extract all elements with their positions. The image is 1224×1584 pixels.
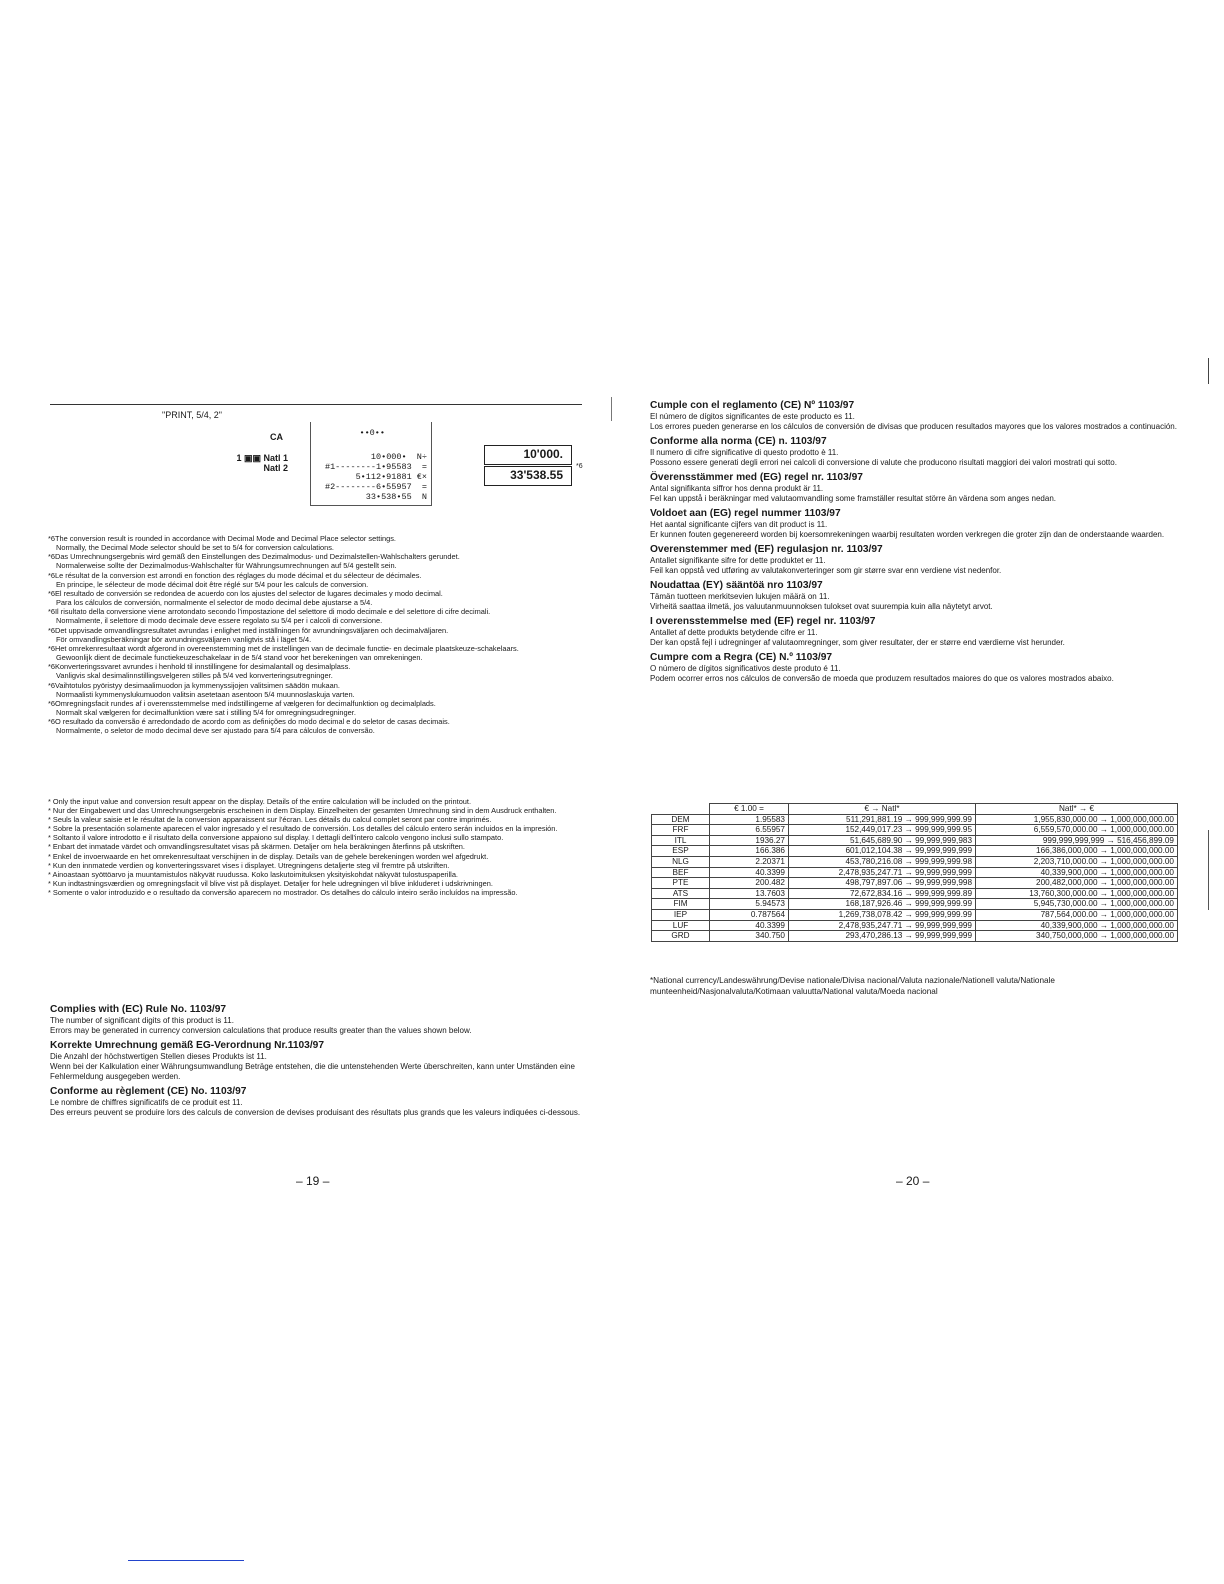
rule-text: Le nombre de chiffres significatifs de ce produit est 11. [50, 1098, 243, 1107]
rule-text: Antallet signifikante sifre for dette produktet er 11. [650, 556, 826, 565]
note-primary: *6Vaihtotulos pyöristyy desimaalimuodon ja kymmenyssijojen valitsimen säädön mukaan. [48, 680, 340, 690]
table-footnote: *National currency/Landeswährung/Devise nationale/Divisa nacional/Valuta nazionale/Nationell valuta/Nationale munteenheid/Nasjonalvaluta/Kotimaan valuutta/National valuta/Moeda nacional [650, 976, 1055, 996]
rule-heading: Cumpre com a Regra (CE) N.º 1103/97 [650, 652, 833, 663]
display-note: * Kun den innmatede verdien og konverteringssvaret vises i displayet. Utregningens detaljerte steg vil fremtre på utskriften. [48, 860, 450, 870]
note-primary: *6Het omrekenresultaat wordt afgerond in overeenstemming met de instellingen van de decimale functie- en decimale plaatskeuze-schakelaars. [48, 643, 519, 653]
display-note: * Sobre la presentación solamente aparecen el valor ingresado y el resultado de conversión. Los detalles del cálculo entero serán incluidos en la impresión. [48, 824, 558, 834]
table-cell: BEF [652, 867, 710, 878]
table-header [652, 804, 710, 815]
table-cell: 40,339,900,000 → 1,000,000,000.00 [976, 920, 1178, 931]
note-secondary: Normaalisti kymmenyslukumuodon valitsin asetetaan asentoon 5/4 muunnoslaskuja varten. [56, 689, 355, 699]
table-row [652, 920, 1178, 931]
table-row [652, 846, 1178, 857]
tape-line: #2--------6•55957 = [324, 482, 427, 492]
note-secondary: För omvandlingsberäkningar bör avrundningsväljaren vanligtvis stå i läget 5/4. [56, 634, 312, 644]
table-cell: 787,564,000.00 → 1,000,000,000.00 [976, 909, 1178, 920]
table-row [652, 878, 1178, 889]
rule-sections-right [650, 396, 1182, 684]
table-header-row [652, 804, 1178, 815]
table-row [652, 814, 1178, 825]
rule-text: Tämän tuotteen merkitsevien lukujen määrä on 11. [650, 592, 830, 601]
table-cell: ITL [652, 835, 710, 846]
table-cell: 1.95583 [710, 814, 789, 825]
table-cell: 200.482 [710, 878, 789, 889]
table-cell: 5,945,730,000.00 → 1,000,000,000.00 [976, 899, 1178, 910]
rule-text: Het aantal significante cijfers van dit product is 11. [650, 520, 828, 529]
rule-heading: Noudattaa (EY) sääntöä nro 1103/97 [650, 580, 823, 591]
table-cell: 40.3399 [710, 920, 789, 931]
page-20 [612, 0, 1224, 1584]
note-secondary: Para los cálculos de conversión, normalmente el selector de modo decimal debe ajustarse a 5/4. [56, 598, 373, 608]
display-note: * Enbart det inmatade värdet och omvandlingsresultatet visas på skärmen. Detaljer om hela beräkningen återfinns på utskriften. [48, 842, 465, 852]
conversion-limits-table [651, 803, 1178, 942]
table-row [652, 931, 1178, 942]
table-header: € 1.00 = [710, 804, 789, 815]
rule-text: Feil kan oppstå ved utføring av valutakonverteringer som gir større svar enn verdiene vist nedenfor. [650, 566, 1002, 575]
page-number: – 20 – [896, 1174, 930, 1188]
table-cell: 13,760,300,000.00 → 1,000,000,000.00 [976, 888, 1178, 899]
rule-heading: Conforme au règlement (CE) No. 1103/97 [50, 1086, 247, 1097]
table-row [652, 909, 1178, 920]
tape-line: 5•112•91881 €× [355, 472, 427, 482]
table-cell: FRF [652, 825, 710, 836]
table-cell: 453,780,216.08 → 999,999,999.98 [789, 856, 976, 867]
table-header: Natl* → € [976, 804, 1178, 815]
table-cell: DEM [652, 814, 710, 825]
display-note: * Somente o valor introduzido e o resultado da conversão aparecem no mostrador. Os detalhes do cálculo inteiro serão incluídos na impressão. [48, 887, 518, 897]
table-cell: 999,999,999,999 → 516,456,899.09 [976, 835, 1178, 846]
rule-text: Antal signifikanta siffror hos denna produkt är 11. [650, 484, 824, 493]
display-note: * Enkel de invoerwaarde en het omrekenresultaat verschijnen in de display. Details van de gehele berekeningen worden wel afgedrukt. [48, 851, 489, 861]
table-row [652, 867, 1178, 878]
rule-heading: Overenstemmer med (EF) regulasjon nr. 1103/97 [650, 544, 883, 555]
table-row [652, 888, 1178, 899]
note-primary: *6Omregningsfacit rundes af i overensstemmelse med indstillingerne af vælgeren for decimalfunktion og decimalplads. [48, 698, 436, 708]
display-footnote-mark: *6 [576, 463, 583, 470]
display-note: * Ainoastaan syöttöarvo ja muuntamistulos näkyvät ruudussa. Koko laskutoimituksen yksityiskohdat näkyvät tulostuspaperilla. [48, 869, 458, 879]
rule-heading: I overensstemmelse med (EF) regel nr. 1103/97 [650, 616, 876, 627]
natl1-label: 1 ▣▣ Natl 1 [236, 453, 288, 463]
rounding-notes [48, 534, 584, 735]
table-cell: 166,386,000,000 → 1,000,000,000.00 [976, 846, 1178, 857]
table-cell: 0.787564 [710, 909, 789, 920]
rule-text: Des erreurs peuvent se produire lors des calculs de conversion de devises produisant des résultats plus grands que les valeurs indiquées ci-dessous. [50, 1108, 581, 1117]
table-cell: 40,339,900,000 → 1,000,000,000.00 [976, 867, 1178, 878]
table-cell: 166.386 [710, 846, 789, 857]
rule-heading: Voldoet aan (EG) regel nummer 1103/97 [650, 508, 841, 519]
table-cell: ATS [652, 888, 710, 899]
display-result: 33'538.55 [484, 466, 572, 486]
note-primary: *6Konverteringssvaret avrundes i henhold til innstillingene for desimalantall og desimalplass. [48, 662, 351, 672]
table-cell: ESP [652, 846, 710, 857]
tape-line: 33•538•55 N [365, 492, 427, 502]
note-primary: *6El resultado de conversión se redondea de acuerdo con los ajustes del selector de lugares decimales y modo decimal. [48, 588, 443, 598]
table-cell: 51,645,689.90 → 99,999,999,983 [789, 835, 976, 846]
rule-text: Los errores pueden generarse en los cálculos de conversión de divisas que producen resultados mayores que los valores mostrados a continuación. [650, 422, 1177, 431]
table-row [652, 899, 1178, 910]
table-cell: 5.94573 [710, 899, 789, 910]
rule-text: Die Anzahl der höchstwertigen Stellen dieses Produkts ist 11. [50, 1052, 267, 1061]
table-cell: 293,470,286.13 → 99,999,999,999 [789, 931, 976, 942]
rule-text: Errors may be generated in currency conversion calculations that produce results greater than the values shown below. [50, 1026, 472, 1035]
table-cell: LUF [652, 920, 710, 931]
note-primary: *6Das Umrechnungsergebnis wird gemäß den Einstellungen des Dezimalmodus- und Dezimalstellen-Wahlschalters gerundet. [48, 552, 460, 562]
table-row [652, 835, 1178, 846]
note-secondary: Normally, the Decimal Mode selector should be set to 5/4 for conversion calculations. [56, 543, 334, 553]
bottom-underline [128, 1560, 244, 1561]
table-cell: 168,187,926.46 → 999,999,999.99 [789, 899, 976, 910]
note-secondary: Normalmente, o seletor de modo decimal deve ser ajustado para 5/4 para cálculos de conversão. [56, 726, 375, 736]
display-input: 10'000. [484, 445, 572, 465]
table-cell: 1936.27 [710, 835, 789, 846]
table-cell: 13.7603 [710, 888, 789, 899]
ca-key-label: CA [270, 432, 283, 442]
rule-heading: Överensstämmer med (EG) regel nr. 1103/97 [650, 472, 863, 483]
rule-text: Fel kan uppstå i beräkningar med valutaomvandling some framställer resultat större än värdena som anges nedan. [650, 494, 1056, 503]
display-note: * Nur der Eingabewert und das Umrechnungsergebnis erscheinen in dem Display. Einzelheiten der gesamten Umrechnung sind in dem Ausdruck enthalten. [48, 806, 557, 816]
table-cell: GRD [652, 931, 710, 942]
rule-heading: Conforme alla norma (CE) n. 1103/97 [650, 436, 827, 447]
rule-text: Possono essere generati degli errori nei calcoli di conversione di valute che producono risultati maggiori dei valori mostrati qui sotto. [650, 458, 1117, 467]
print-tape [310, 422, 432, 506]
rule-text: The number of significant digits of this product is 11. [50, 1016, 234, 1025]
table-cell: 72,672,834.16 → 999,999,999.89 [789, 888, 976, 899]
table-cell: 1,269,738,078.42 → 999,999,999.99 [789, 909, 976, 920]
table-cell: 340.750 [710, 931, 789, 942]
display-note: * Soltanto il valore introdotto e il risultato della conversione appaiono sul display. I dettagli dell'intero calcolo vengono inclusi sullo stampato. [48, 833, 504, 843]
note-secondary: Normalmente, il selettore di modo decimale deve essere regolato su 5/4 per i calcoli di conversione. [56, 616, 383, 626]
rule-text: Il numero di cifre significative di questo prodotto è 11. [650, 448, 839, 457]
table-header: € → Natl* [789, 804, 976, 815]
note-primary: *6Il risultato della conversione viene arrotondato secondo l'impostazione del selettore di modo decimale e del selettore di cifre decimali. [48, 607, 491, 617]
table-cell: IEP [652, 909, 710, 920]
note-secondary: Normalerweise sollte der Dezimalmodus-Wahlschalter für Währungsumrechnungen auf 5/4 gestellt sein. [56, 561, 397, 571]
rule-sections-left [50, 1000, 584, 1118]
rule-text: Der kan opstå fejl i udregninger af valutaomregninger, som giver resultater, der er større end værdierne vist herunder. [650, 638, 1065, 647]
top-rule [50, 404, 582, 405]
note-secondary: En principe, le sélecteur de mode décimal doit être réglé sur 5/4 pour les calculs de conversion. [56, 579, 369, 589]
table-cell: 6.55957 [710, 825, 789, 836]
table-cell: 2.20371 [710, 856, 789, 867]
table-row [652, 856, 1178, 867]
table-cell: 498,797,897.06 → 99,999,999,998 [789, 878, 976, 889]
display-note: * Only the input value and conversion result appear on the display. Details of the entire calculation will be included on the printout. [48, 797, 472, 806]
natl-key-labels [208, 453, 288, 473]
note-secondary: Vanligvis skal desimalinnstillingsvelgeren stilles på 5/4 ved konverteringsutregninger. [56, 671, 333, 681]
table-cell: 2,203,710,000.00 → 1,000,000,000.00 [976, 856, 1178, 867]
note-secondary: Gewoonlijk dient de decimale functiekeuzeschakelaar in de 5/4 stand voor het berekeningen van omrekeningen. [56, 653, 423, 663]
table-cell: 601,012,104.38 → 99,999,999,999 [789, 846, 976, 857]
note-primary: *6Le résultat de la conversion est arrondi en fonction des réglages du mode décimal et du sélecteur de décimales. [48, 570, 422, 580]
print-settings-label: "PRINT, 5/4, 2" [162, 410, 222, 420]
rule-text: El número de dígitos significantes de este producto es 11. [650, 412, 855, 421]
note-primary: *6The conversion result is rounded in accordance with Decimal Mode and Decimal Place selector settings. [48, 534, 396, 543]
display-note: * Kun indtastningsværdien og omregningsfacit vil blive vist på displayet. Detaljer for hele udregningen vil blive inkluderet i udskrivningen. [48, 878, 493, 888]
rule-text: O número de dígitos significativos deste produto é 11. [650, 664, 841, 673]
table-cell: 2,478,935,247.71 → 99,999,999,999 [789, 920, 976, 931]
tape-line: ••0•• [359, 428, 385, 438]
natl2-label: Natl 2 [263, 463, 288, 473]
note-secondary: Normalt skal vælgeren for decimalfunktion være sat i stilling 5/4 for omregningsudregninger. [56, 707, 356, 717]
table-cell: 6,559,570,000.00 → 1,000,000,000.00 [976, 825, 1178, 836]
rule-text: Podem ocorrer erros nos cálculos de conversão de moeda que produzem resultados maiores do que os valores mostrados abaixo. [650, 674, 1114, 683]
rule-text: Er kunnen fouten gegenereerd worden bij koersomrekeningen waarbij resultaten worden verkregen die groter zijn dan de onderstaande waarden. [650, 530, 1165, 539]
display-notes [48, 797, 584, 897]
table-cell: PTE [652, 878, 710, 889]
table-cell: 2,478,935,247.71 → 99,999,999,999 [789, 867, 976, 878]
tape-line: #1--------1•95583 = [324, 462, 427, 472]
tape-line: 10•000• N÷ [370, 452, 427, 462]
display-note: * Seuls la valeur saisie et le résultat de la conversion apparaissent sur l'écran. Les détails du calcul complet seront par contre imprimés. [48, 815, 492, 825]
table-row [652, 825, 1178, 836]
table-cell: NLG [652, 856, 710, 867]
table-cell: 40.3399 [710, 867, 789, 878]
table-cell: FIM [652, 899, 710, 910]
table-cell: 511,291,881.19 → 999,999,999.99 [789, 814, 976, 825]
rule-heading: Korrekte Umrechnung gemäß EG-Verordnung Nr.1103/97 [50, 1040, 325, 1051]
page-number: – 19 – [296, 1174, 330, 1188]
table-cell: 340,750,000,000 → 1,000,000,000.00 [976, 931, 1178, 942]
note-primary: *6O resultado da conversão é arredondado de acordo com as definições do modo decimal e do seletor de casas decimais. [48, 717, 450, 727]
rule-text: Antallet af dette produkts betydende cifre er 11. [650, 628, 818, 637]
note-primary: *6Det uppvisade omvandlingsresultatet avrundas i enlighet med inställningen för avrundningsväljaren och decimalväljaren. [48, 625, 449, 635]
table-cell: 1,955,830,000.00 → 1,000,000,000.00 [976, 814, 1178, 825]
rule-text: Virheitä saattaa ilmetä, jos valuutanmuunnoksen tulokset ovat suurempia kuin alla näytetyt arvot. [650, 602, 993, 611]
rule-heading: Cumple con el reglamento (CE) Nº 1103/97 [650, 400, 855, 411]
rule-text: Wenn bei der Kalkulation einer Währungsumwandlung Beträge entstehen, die die untenstehenden Werte überschreiten, kann unter Umständen eine Fehlermeldung ausgegeben werden. [50, 1062, 575, 1081]
table-cell: 152,449,017.23 → 999,999,999.95 [789, 825, 976, 836]
rule-heading: Complies with (EC) Rule No. 1103/97 [50, 1004, 227, 1015]
table-cell: 200,482,000,000 → 1,000,000,000.00 [976, 878, 1178, 889]
